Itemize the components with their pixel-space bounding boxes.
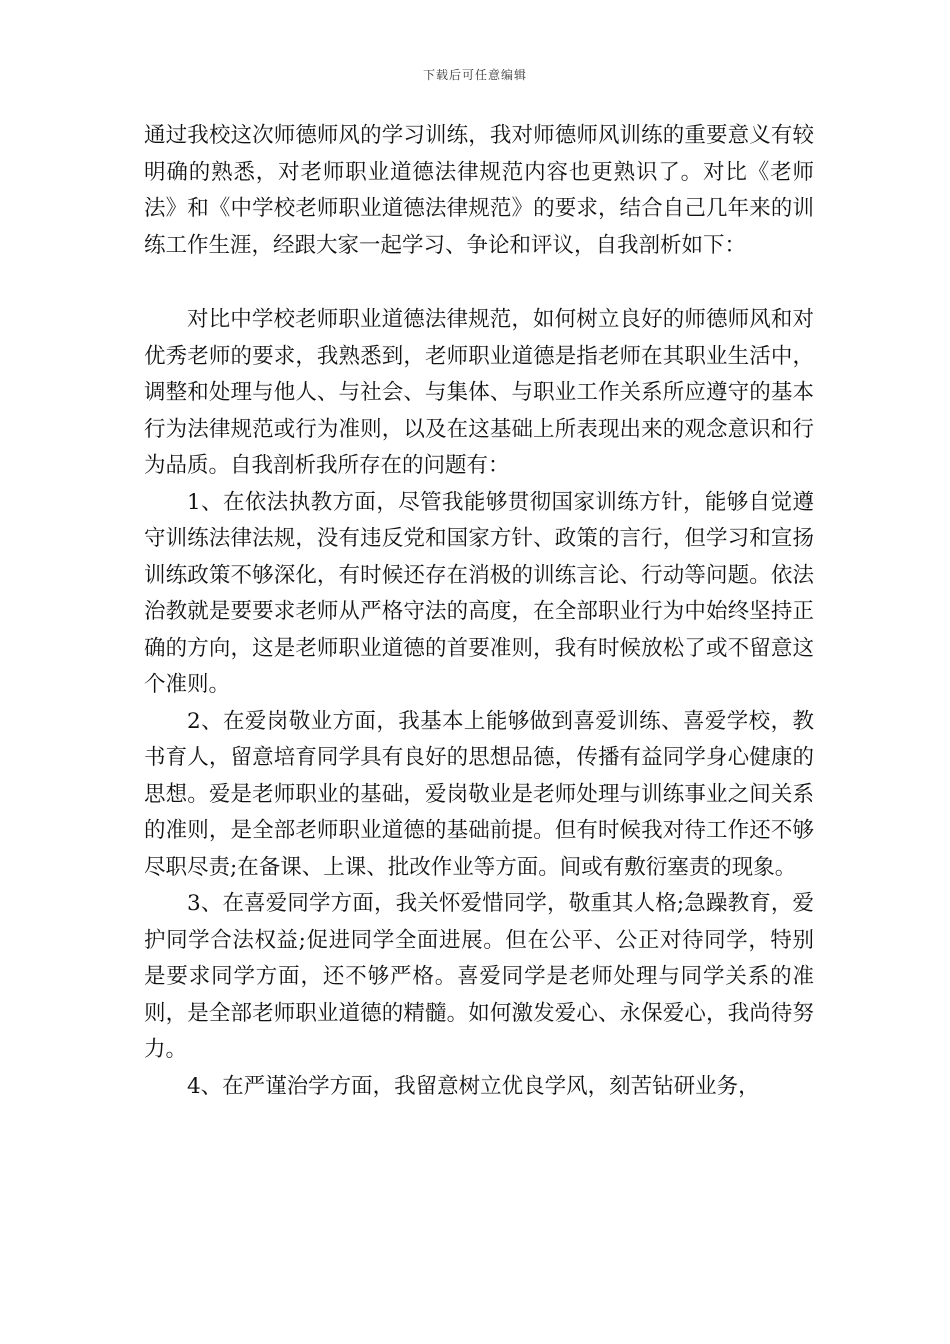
paragraph-overview: 对比中学校老师职业道德法律规范，如何树立良好的师德师风和对优秀老师的要求，我熟悉到，老师职业道德是指老师在其职业生活中，调整和处理与他人、与社会、与集体、与职业工作关系所应遵守的基本行为法律规范或行为准则，以及在这基础上所表现出来的观念意识和行为品质。自我剖析我所存在的问题有： bbox=[144, 307, 814, 478]
paragraph-item-4: 4、在严谨治学方面，我留意树立优良学风，刻苦钻研业务， bbox=[187, 1073, 760, 1099]
paragraph-item-3: 3、在喜爱同学方面，我关怀爱惜同学，敬重其人格;急躁教育，爱护同学合法权益;促进同学全面进展。但在公平、公正对待同学，特别是要求同学方面，还不够严格。喜爱同学是老师处理与同学关系的准则，是全部老师职业道德的精髓。如何激发爱心、永保爱心，我尚待努力。 bbox=[144, 891, 814, 1062]
paragraph-gap bbox=[144, 264, 814, 302]
paragraph-item-2: 2、在爱岗敬业方面，我基本上能够做到喜爱训练、喜爱学校，教书育人，留意培育同学具有良好的思想品德，传播有益同学身心健康的思想。爱是老师职业的基础，爱岗敬业是老师处理与训练事业之间关系的准则，是全部老师职业道德的基础前提。但有时候我对待工作还不够尽职尽责;在备课、上课、批改作业等方面。间或有敷衍塞责的现象。 bbox=[144, 708, 814, 880]
page-header: 下载后可任意编辑 bbox=[422, 68, 527, 82]
document-body bbox=[144, 118, 814, 1105]
paragraph-item-1: 1、在依法执教方面，尽管我能够贯彻国家训练方针，能够自觉遵守训练法律法规，没有违反党和国家方针、政策的言行，但学习和宣扬训练政策不够深化，有时候还存在消极的训练言论、行动等问题。依法治教就是要要求老师从严格守法的高度，在全部职业行为中始终坚持正确的方向，这是老师职业道德的首要准则，我有时候放松了或不留意这个准则。 bbox=[144, 489, 814, 697]
paragraph-intro: 通过我校这次师德师风的学习训练，我对师德师风训练的重要意义有较明确的熟悉，对老师职业道德法律规范内容也更熟识了。对比《老师法》和《中学校老师职业道德法律规范》的要求，结合自己几年来的训练工作生涯，经跟大家一起学习、争论和评议，自我剖析如下： bbox=[144, 123, 814, 258]
